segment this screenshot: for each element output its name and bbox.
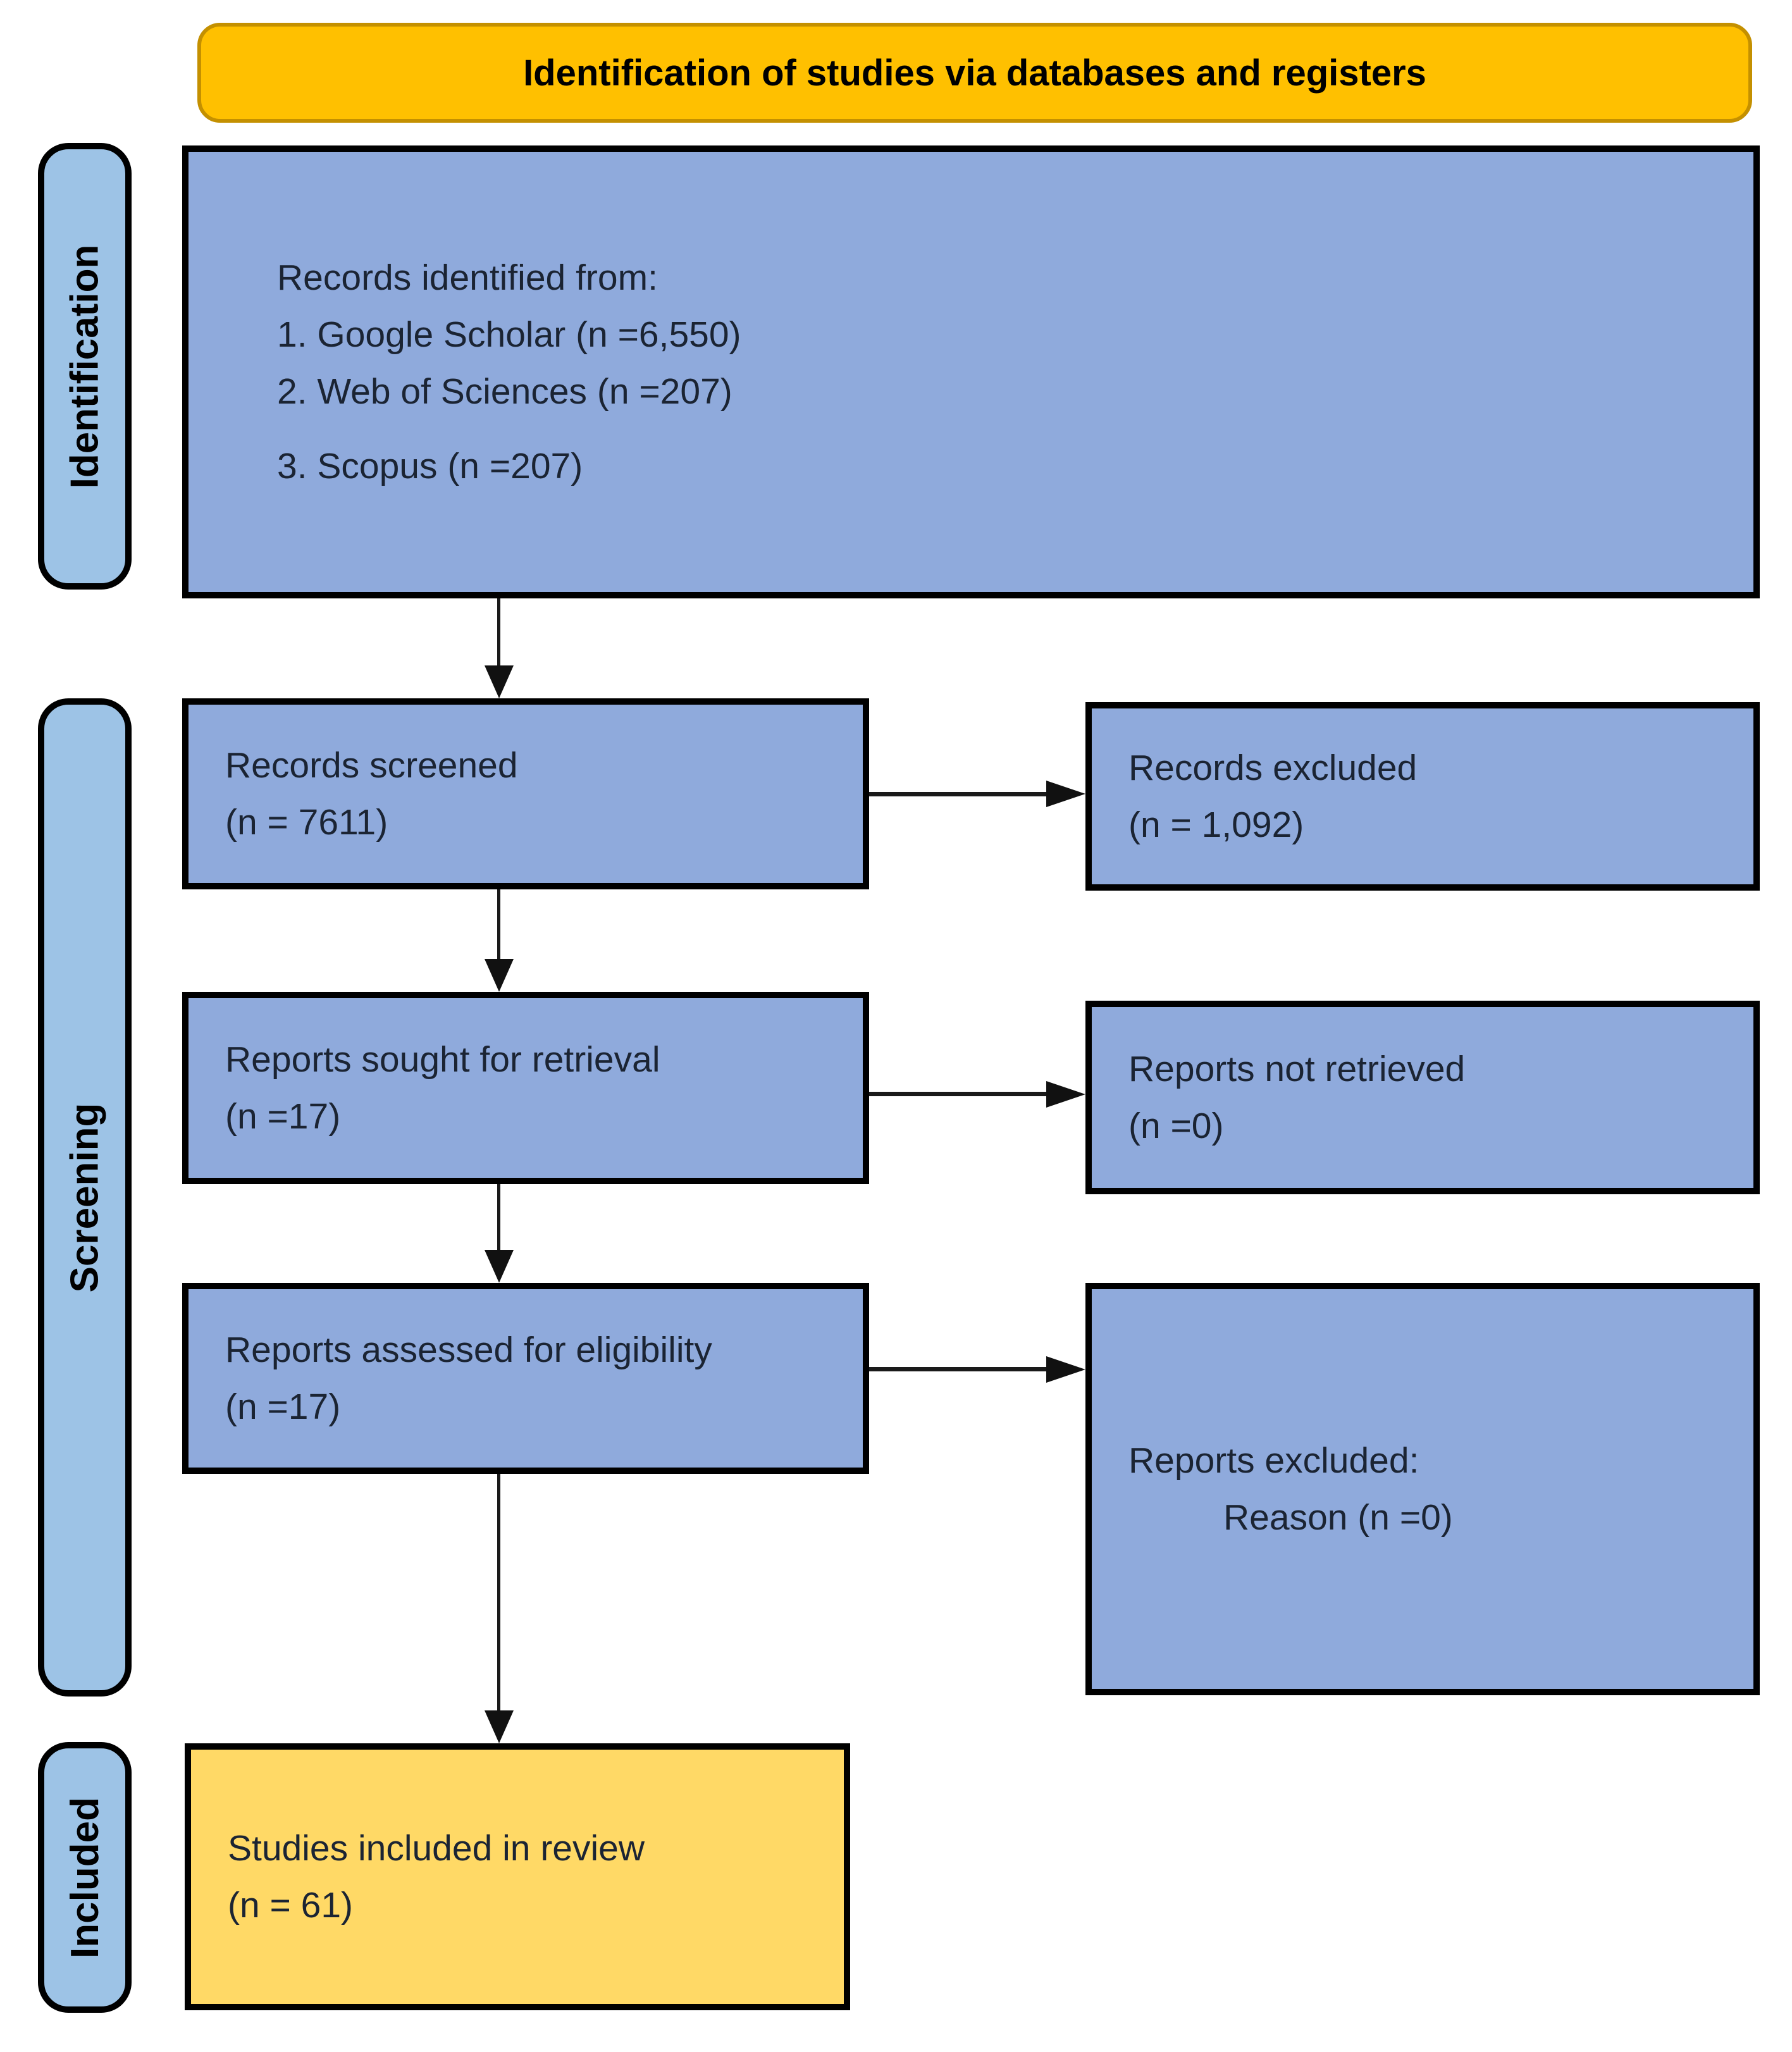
records-identified-title: Records identified from: xyxy=(277,257,658,298)
stage-label-identification-text: Identification xyxy=(63,244,107,488)
reports-excluded-reason: Reason (n =0) xyxy=(1223,1497,1453,1538)
box-records-excluded xyxy=(1085,702,1760,891)
records-excluded-label: Records excluded xyxy=(1128,747,1418,788)
arrow-sought-to-not-retrieved-head xyxy=(1046,1081,1085,1108)
arrow-screened-to-sought-stem xyxy=(497,889,500,959)
stage-label-included-text: Included xyxy=(63,1796,107,1958)
arrow-screened-to-excluded-stem xyxy=(869,792,1046,796)
arrow-sought-to-assessed-head xyxy=(485,1250,514,1283)
reports-not-retrieved-count: (n =0) xyxy=(1128,1106,1224,1146)
arrow-assessed-to-reports-excluded-head xyxy=(1046,1356,1085,1383)
box-records-screened xyxy=(182,698,869,889)
arrow-identified-to-screened-stem xyxy=(497,598,500,665)
arrow-assessed-to-included-head xyxy=(485,1710,514,1743)
stage-label-screening xyxy=(38,698,132,1697)
arrow-identified-to-screened-head xyxy=(485,665,514,698)
box-reports-sought xyxy=(182,992,869,1184)
arrow-sought-to-assessed-stem xyxy=(497,1184,500,1250)
reports-assessed-count: (n =17) xyxy=(225,1387,341,1427)
records-screened-label: Records screened xyxy=(225,745,518,786)
arrow-screened-to-sought-head xyxy=(485,959,514,992)
stage-label-screening-text: Screening xyxy=(63,1103,107,1292)
reports-sought-count: (n =17) xyxy=(225,1096,341,1137)
arrow-assessed-to-reports-excluded-stem xyxy=(869,1367,1046,1371)
box-records-identified xyxy=(182,145,1760,598)
box-reports-assessed xyxy=(182,1283,869,1474)
reports-assessed-label: Reports assessed for eligibility xyxy=(225,1329,712,1370)
arrow-assessed-to-included-stem xyxy=(497,1474,500,1710)
records-excluded-count: (n = 1,092) xyxy=(1128,805,1304,845)
reports-excluded-label: Reports excluded: xyxy=(1128,1440,1419,1481)
records-identified-source-1: 1. Google Scholar (n =6,550) xyxy=(277,314,741,355)
diagram-title: Identification of studies via databases and registers xyxy=(523,52,1426,94)
records-identified-source-3: 3. Scopus (n =207) xyxy=(277,446,583,487)
records-screened-count: (n = 7611) xyxy=(225,802,388,843)
box-studies-included xyxy=(185,1743,850,2010)
diagram-title-banner xyxy=(197,23,1752,123)
arrow-sought-to-not-retrieved-stem xyxy=(869,1092,1046,1096)
studies-included-label: Studies included in review xyxy=(228,1827,645,1869)
arrow-screened-to-excluded-head xyxy=(1046,781,1085,807)
stage-label-identification xyxy=(38,143,132,590)
studies-included-count: (n = 61) xyxy=(228,1885,354,1925)
records-identified-source-2: 2. Web of Sciences (n =207) xyxy=(277,371,732,412)
reports-not-retrieved-label: Reports not retrieved xyxy=(1128,1048,1466,1089)
stage-label-included xyxy=(38,1742,132,2013)
box-reports-not-retrieved xyxy=(1085,1001,1760,1194)
reports-sought-label: Reports sought for retrieval xyxy=(225,1039,660,1080)
box-reports-excluded xyxy=(1085,1283,1760,1695)
